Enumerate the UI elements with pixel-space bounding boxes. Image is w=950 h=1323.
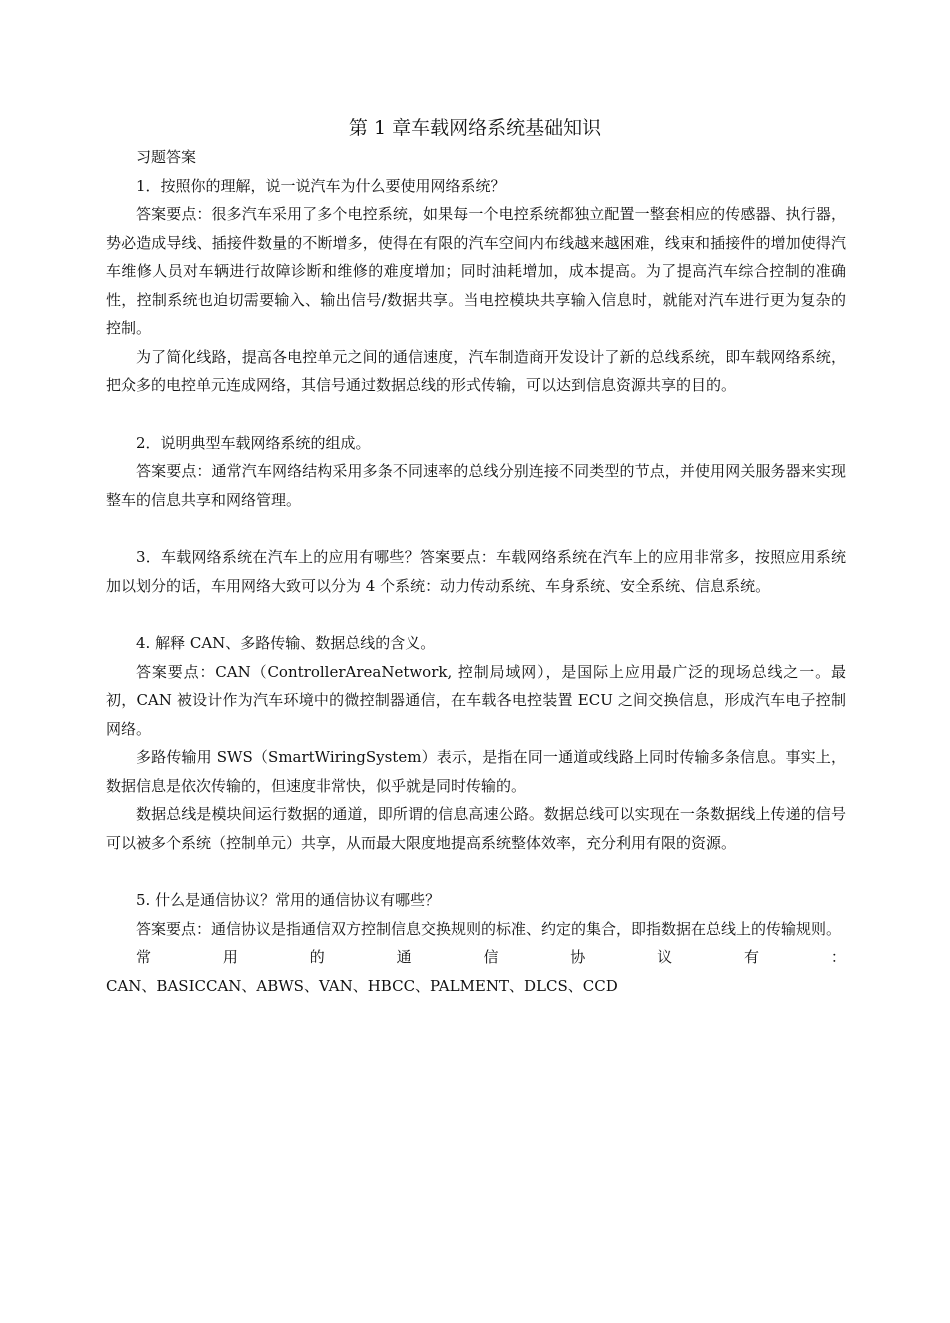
spacer — [106, 600, 846, 629]
question-1: 1．按照你的理解，说一说汽车为什么要使用网络系统？ — [136, 176, 506, 195]
question-3: 3．车载网络系统在汽车上的应用有哪些？答案要点：车载网络系统在汽车上的应用非常多，按照应用系统加以划分的话，车用网络大致可以分为 4 个系统：动力传动系统、车身系统、安全系统、信息系统。 — [106, 548, 846, 595]
common-protocols-heading — [106, 943, 846, 972]
document-title: 第 1 章车载网络系统基础知识 — [348, 117, 602, 139]
spacer — [106, 514, 846, 543]
answer-1-paragraph-2: 为了简化线路，提高各电控单元之间的通信速度，汽车制造商开发设计了新的总线系统，即车载网络系统，把众多的电控单元连成网络，其信号通过数据总线的形式传输，可以达到信息资源共享的目的。 — [106, 347, 846, 394]
spacer — [106, 400, 846, 429]
heading-char: 协 — [570, 948, 586, 966]
answer-1-paragraph-1: 答案要点：很多汽车采用了多个电控系统，如果每一个电控系统都独立配置一整套相应的传感器、执行器，势必造成导线、插接件数量的不断增多，使得在有限的汽车空间内布线越来越困难，线束和插接件的增加使得汽车维修人员对车辆进行故障诊断和维修的难度增加；同时油耗增加，成本提高。为了提高汽车综合控制的准确性，控制系统也迫切需要输入、输出信号/数据共享。当电控模块共享输入信息时，就能对汽车进行更为复杂的控制。 — [106, 205, 846, 337]
heading-char: 有 — [744, 948, 760, 966]
heading-char: 的 — [309, 948, 325, 966]
answer-4-paragraph-1: 答案要点：CAN（ControllerAreaNetwork, 控制局域网），是国际上应用最广泛的现场总线之一。最初，CAN 被设计作为汽车环境中的微控制器通信，在车载各电控装置 ECU 之间交换信息，形成汽车电子控制网络。 — [106, 662, 846, 738]
answer-4-paragraph-3: 数据总线是模块间运行数据的通道，即所谓的信息高速公路。数据总线可以实现在一条数据线上传递的信号可以被多个系统（控制单元）共享，从而最大限度地提高系统整体效率，充分利用有限的资源。 — [106, 805, 846, 852]
answer-4-paragraph-2: 多路传输用 SWS（SmartWiringSystem）表示，是指在同一通道或线路上同时传输多条信息。事实上，数据信息是依次传输的，但速度非常快，似乎就是同时传输的。 — [106, 748, 846, 795]
heading-char: ： — [830, 948, 846, 966]
question-5: 5. 什么是通信协议？常用的通信协议有哪些？ — [136, 891, 441, 909]
document-body — [106, 143, 846, 1000]
protocol-list: CAN、BASICCAN、ABWS、VAN、HBCC、PALMENT、DLCS、CCD — [106, 976, 618, 995]
heading-char: 用 — [222, 948, 238, 966]
answer-2: 答案要点：通常汽车网络结构采用多条不同速率的总线分别连接不同类型的节点，并使用网关服务器来实现整车的信息共享和网络管理。 — [106, 462, 846, 509]
spacer — [106, 857, 846, 886]
question-4: 4. 解释 CAN、多路传输、数据总线的含义。 — [136, 634, 436, 652]
heading-char: 通 — [396, 948, 412, 966]
subtitle: 习题答案 — [136, 148, 197, 166]
question-2: 2．说明典型车载网络系统的组成。 — [136, 433, 371, 452]
heading-char: 议 — [657, 948, 673, 966]
heading-char: 常 — [136, 948, 152, 966]
heading-char: 信 — [483, 948, 499, 966]
answer-5-paragraph-1: 答案要点：通信协议是指通信双方控制信息交换规则的标准、约定的集合，即指数据在总线上的传输规则。 — [136, 919, 842, 938]
